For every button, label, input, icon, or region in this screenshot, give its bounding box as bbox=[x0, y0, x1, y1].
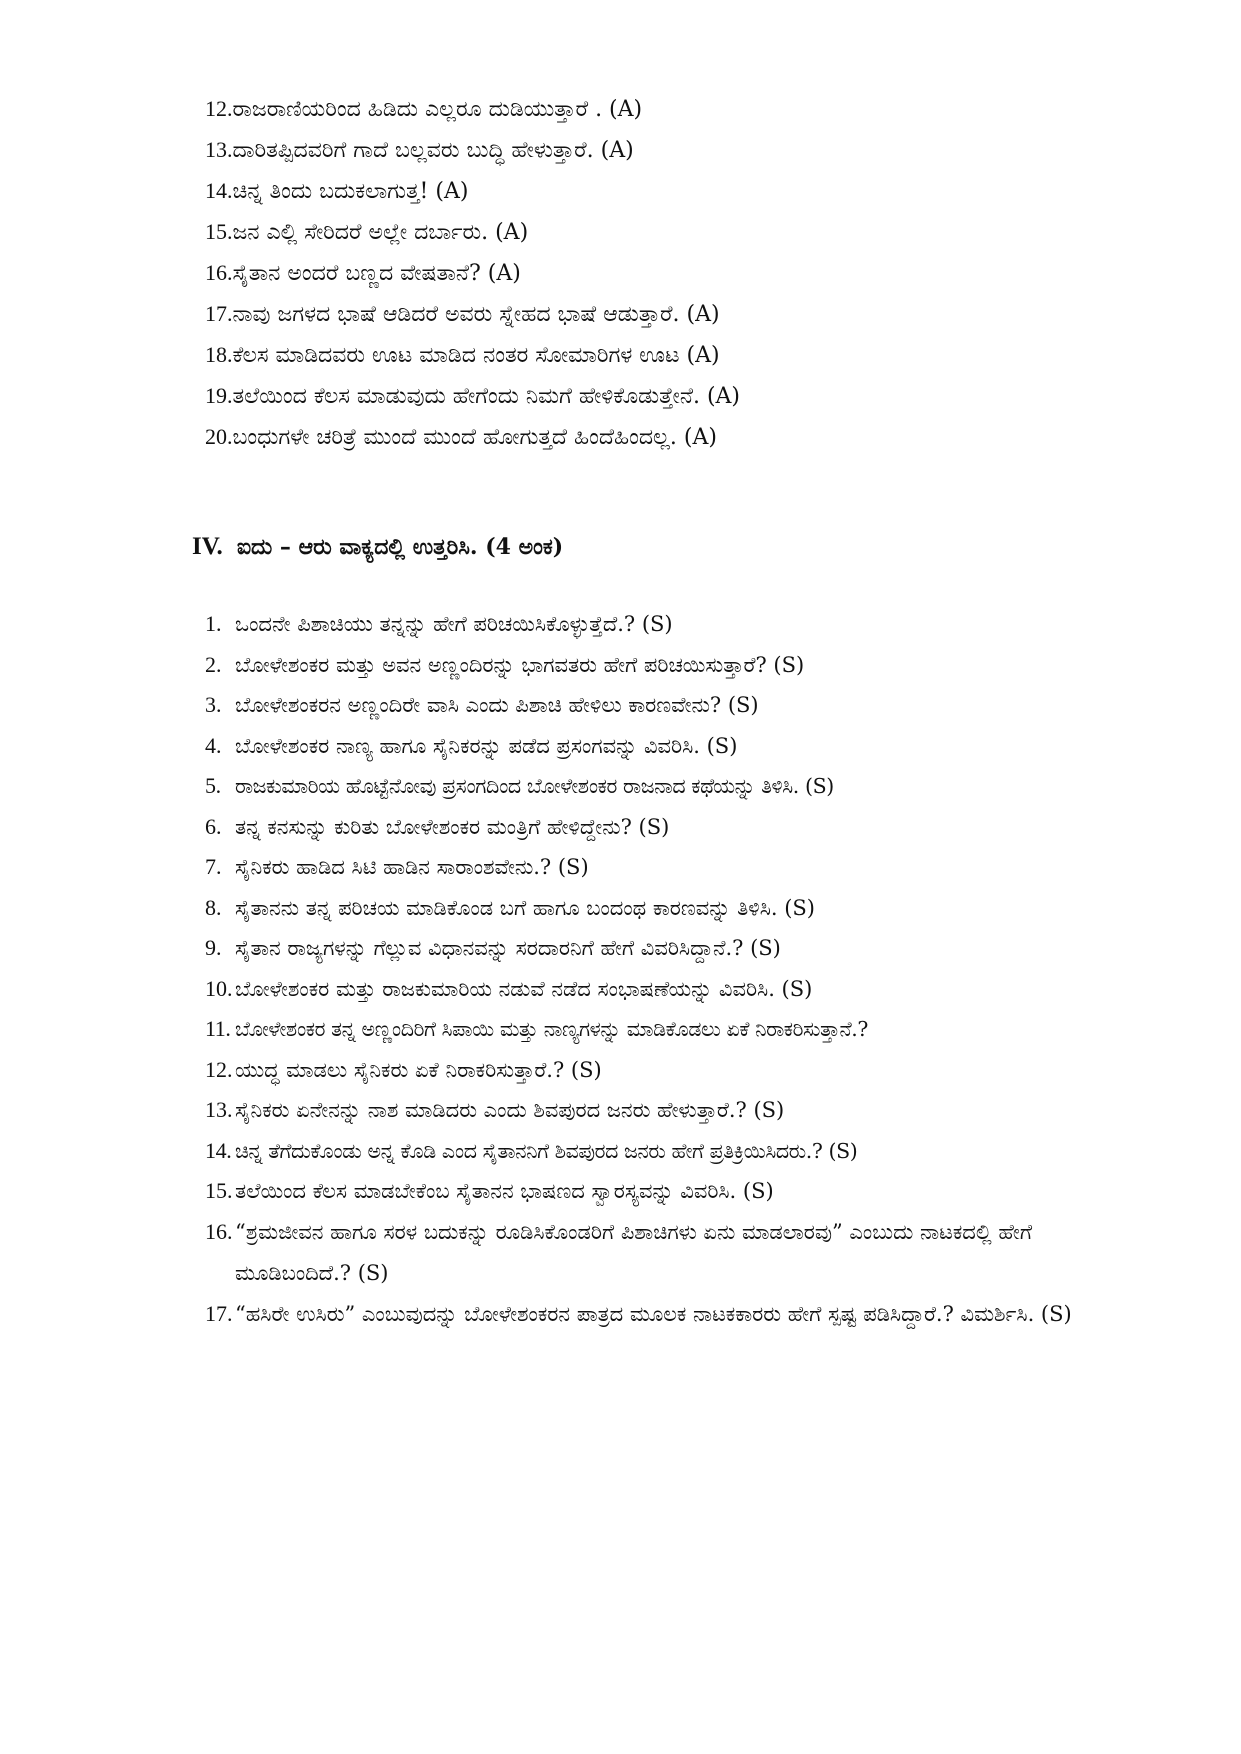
item-text: ದಾರಿತಪ್ಪಿದವರಿಗೆ ಗಾದೆ ಬಲ್ಲವರು ಬುದ್ಧಿ ಹೇಳುತ್ತಾರೆ. (A) bbox=[232, 138, 634, 163]
item-text: ಸೈತಾನನು ತನ್ನ ಪರಿಚಯ ಮಾಡಿಕೊಂಡ ಬಗೆ ಹಾಗೂ ಬಂದಂಥ ಕಾರಣವನ್ನು ತಿಳಿಸಿ. (S) bbox=[235, 895, 815, 920]
item-number: 19. bbox=[205, 383, 233, 408]
section-iv-question-list bbox=[205, 604, 1125, 1335]
item-number: 14. bbox=[205, 1137, 232, 1163]
item-text: ರಾಜರಾಣಿಯರಿಂದ ಹಿಡಿದು ಎಲ್ಲರೂ ದುಡಿಯುತ್ತಾರೆ . (A) bbox=[232, 97, 643, 122]
list-item bbox=[205, 969, 1125, 1010]
item-number: 10. bbox=[205, 975, 233, 1001]
item-number: 15. bbox=[205, 219, 233, 244]
section-iv-heading bbox=[192, 530, 1092, 564]
item-text: ಬೋಳೇಶಂಕರ ನಾಣ್ಯ ಹಾಗೂ ಸೈನಿಕರನ್ನು ಪಡೆದ ಪ್ರಸಂಗವನ್ನು ವಿವರಿಸಿ. (S) bbox=[235, 733, 738, 758]
item-number: 14. bbox=[205, 178, 233, 203]
item-number: 11. bbox=[205, 1016, 231, 1041]
item-text: ಚಿನ್ನ ತೆಗೆದುಕೊಂಡು ಅನ್ನ ಕೊಡಿ ಎಂದ ಸೈತಾನನಿಗೆ ಶಿವಪುರದ ಜನರು ಹೇಗೆ ಪ್ರತಿಕ್ರಿಯಿಸಿದರು.? (S) bbox=[235, 1138, 858, 1163]
list-item bbox=[205, 604, 1125, 645]
item-text: ಜನ ಎಲ್ಲಿ ಸೇರಿದರೆ ಅಲ್ಲೇ ದರ್ಬಾರು. (A) bbox=[232, 220, 529, 245]
list-item bbox=[205, 88, 1165, 129]
item-number: 3. bbox=[205, 692, 222, 717]
item-number: 18. bbox=[205, 342, 233, 367]
item-number: 9. bbox=[205, 935, 222, 960]
item-number: 13. bbox=[205, 1097, 233, 1122]
item-text: ರಾಜಕುಮಾರಿಯ ಹೊಟ್ಟೆನೋವು ಪ್ರಸಂಗದಿಂದ ಬೋಳೇಶಂಕರ ರಾಜನಾದ ಕಥೆಯನ್ನು ತಿಳಿಸಿ. (S) bbox=[235, 774, 834, 798]
item-text: ಬೋಳೇಶಂಕರನ ಅಣ್ಣಂದಿರೇ ವಾಸಿ ಎಂದು ಪಿಶಾಚಿ ಹೇಳಿಲು ಕಾರಣವೇನು? (S) bbox=[235, 693, 759, 717]
item-number: 15. bbox=[205, 1178, 233, 1203]
item-text: “ಶ್ರಮಜೀವನ ಹಾಗೂ ಸರಳ ಬದುಕನ್ನು ರೂಡಿಸಿಕೊಂಡರಿಗೆ ಪಿಶಾಚಿಗಳು ಏನು ಮಾಡಲಾರವು” ಎಂಬುದು ನಾಟಕದಲ್ಲಿ ಹೇಗೆ ಮೂಡಿಬಂದಿದೆ.? (S) bbox=[235, 1219, 1033, 1285]
item-text: ಬೋಳೇಶಂಕರ ಮತ್ತು ಅವನ ಅಣ್ಣಂದಿರನ್ನು ಭಾಗವತರು ಹೇಗೆ ಪರಿಚಯಿಸುತ್ತಾರೆ? (S) bbox=[235, 652, 805, 677]
section-title: ಐದು – ಆರು ವಾಕ್ಯದಲ್ಲಿ ಉತ್ತರಿಸಿ. (4 ಅಂಕ) bbox=[236, 534, 564, 560]
list-item bbox=[205, 334, 1165, 375]
item-text: ಬೋಳೇಶಂಕರ ಮತ್ತು ರಾಜಕುಮಾರಿಯ ನಡುವೆ ನಡೆದ ಸಂಭಾಷಣೆಯನ್ನು ವಿವರಿಸಿ. (S) bbox=[235, 976, 813, 1001]
list-item bbox=[205, 293, 1165, 334]
item-number: 4. bbox=[205, 732, 222, 758]
list-item bbox=[205, 847, 1125, 888]
item-text: ನಾವು ಜಗಳದ ಭಾಷೆ ಆಡಿದರೆ ಅವರು ಸ್ನೇಹದ ಭಾಷೆ ಆಡುತ್ತಾರೆ. (A) bbox=[232, 302, 720, 327]
item-number: 7. bbox=[205, 854, 222, 879]
list-item bbox=[205, 375, 1165, 416]
item-number: 13. bbox=[205, 137, 233, 162]
item-number: 12. bbox=[205, 96, 233, 121]
list-item bbox=[205, 1171, 1125, 1212]
list-item bbox=[205, 645, 1125, 686]
list-item bbox=[205, 1009, 1125, 1050]
item-number: 1. bbox=[205, 611, 222, 636]
item-text: ಸೈತಾನ ಅಂದರೆ ಬಣ್ಣದ ವೇಷತಾನೆ? (A) bbox=[232, 261, 521, 286]
list-item bbox=[205, 252, 1165, 293]
item-number: 12. bbox=[205, 1056, 233, 1082]
item-number: 16. bbox=[205, 1218, 233, 1244]
item-number: 6. bbox=[205, 813, 222, 839]
list-item bbox=[205, 928, 1125, 969]
item-text: ಯುದ್ಧ ಮಾಡಲು ಸೈನಿಕರು ಏಕೆ ನಿರಾಕರಿಸುತ್ತಾರೆ.? (S) bbox=[235, 1057, 602, 1082]
item-number: 17. bbox=[205, 301, 233, 326]
list-item bbox=[205, 1294, 1125, 1335]
item-text: ಬಂಧುಗಳೇ ಚರಿತ್ರೆ ಮುಂದೆ ಮುಂದೆ ಹೋಗುತ್ತದೆ ಹಿಂದೆಹಿಂದಲ್ಲ. (A) bbox=[232, 425, 717, 450]
list-item bbox=[205, 685, 1125, 726]
item-text: ಒಂದನೇ ಪಿಶಾಚಿಯು ತನ್ನನ್ನು ಹೇಗೆ ಪರಿಚಯಿಸಿಕೊಳ್ಳುತ್ತೆದೆ.? (S) bbox=[235, 612, 673, 636]
item-number: 20. bbox=[205, 424, 233, 449]
list-item bbox=[205, 211, 1165, 252]
item-number: 8. bbox=[205, 894, 222, 920]
list-item bbox=[205, 170, 1165, 211]
item-text: ಕೆಲಸ ಮಾಡಿದವರು ಊಟ ಮಾಡಿದ ನಂತರ ಸೋಮಾರಿಗಳ ಊಟ (A) bbox=[232, 343, 720, 368]
item-number: 2. bbox=[205, 651, 222, 677]
item-number: 17. bbox=[205, 1300, 233, 1326]
item-text: ತಲೆಯಿಂದ ಕೆಲಸ ಮಾಡಬೇಕೆಂಬ ಸೈತಾನನ ಭಾಷಣದ ಸ್ವಾರಸ್ಯವನ್ನು ವಿವರಿಸಿ. (S) bbox=[235, 1179, 774, 1203]
item-text: ಚಿನ್ನ ತಿಂದು ಬದುಕಲಾಗುತ್ತ! (A) bbox=[232, 179, 469, 204]
item-text: ಸೈನಿಕರು ಹಾಡಿದ ಸಿಟಿ ಹಾಡಿನ ಸಾರಾಂಶವೇನು.? (S) bbox=[235, 855, 589, 879]
section-a-question-list bbox=[205, 88, 1165, 457]
list-item bbox=[205, 888, 1125, 929]
item-number: 5. bbox=[205, 773, 221, 798]
list-item bbox=[205, 1050, 1125, 1091]
list-item bbox=[205, 1212, 1125, 1294]
item-text: ಸೈತಾನ ರಾಜ್ಯಗಳನ್ನು ಗೆಲ್ಲುವ ವಿಧಾನವನ್ನು ಸರದಾರನಿಗೆ ಹೇಗೆ ವಿವರಿಸಿದ್ದಾನೆ.? (S) bbox=[235, 936, 781, 960]
list-item bbox=[205, 1131, 1125, 1172]
item-text: ತಲೆಯಿಂದ ಕೆಲಸ ಮಾಡುವುದು ಹೇಗೆಂದು ನಿಮಗೆ ಹೇಳಿಕೊಡುತ್ತೇನೆ. (A) bbox=[232, 384, 741, 409]
list-item bbox=[205, 807, 1125, 848]
item-text: “ಹಸಿರೇ ಉಸಿರು” ಎಂಬುವುದನ್ನು ಬೋಳೇಶಂಕರನ ಪಾತ್ರದ ಮೂಲಕ ನಾಟಕಕಾರರು ಹೇಗೆ ಸ್ಪಷ್ಟ ಪಡಿಸಿದ್ದಾರೆ.? ವಿಮರ್ಶಿಸಿ. (S) bbox=[235, 1301, 1072, 1326]
item-number: 16. bbox=[205, 260, 233, 285]
item-text: ತನ್ನ ಕನಸುನ್ನು ಕುರಿತು ಬೋಳೇಶಂಕರ ಮಂತ್ರಿಗೆ ಹೇಳಿದ್ದೇನು? (S) bbox=[235, 814, 670, 839]
list-item bbox=[205, 766, 1125, 807]
section-number: IV. bbox=[192, 533, 223, 560]
list-item bbox=[205, 129, 1165, 170]
list-item bbox=[205, 416, 1165, 457]
item-text: ಬೋಳೇಶಂಕರ ತನ್ನ ಅಣ್ಣಂದಿರಿಗೆ ಸಿಪಾಯಿ ಮತ್ತು ನಾಣ್ಯಗಳನ್ನು ಮಾಡಿಕೊಡಲು ಏಕೆ ನಿರಾಕರಿಸುತ್ತಾನೆ.? bbox=[235, 1017, 869, 1041]
item-text: ಸೈನಿಕರು ಏನೇನನ್ನು ನಾಶ ಮಾಡಿದರು ಎಂದು ಶಿವಪುರದ ಜನರು ಹೇಳುತ್ತಾರೆ.? (S) bbox=[235, 1098, 785, 1122]
list-item bbox=[205, 1090, 1125, 1131]
list-item bbox=[205, 726, 1125, 767]
